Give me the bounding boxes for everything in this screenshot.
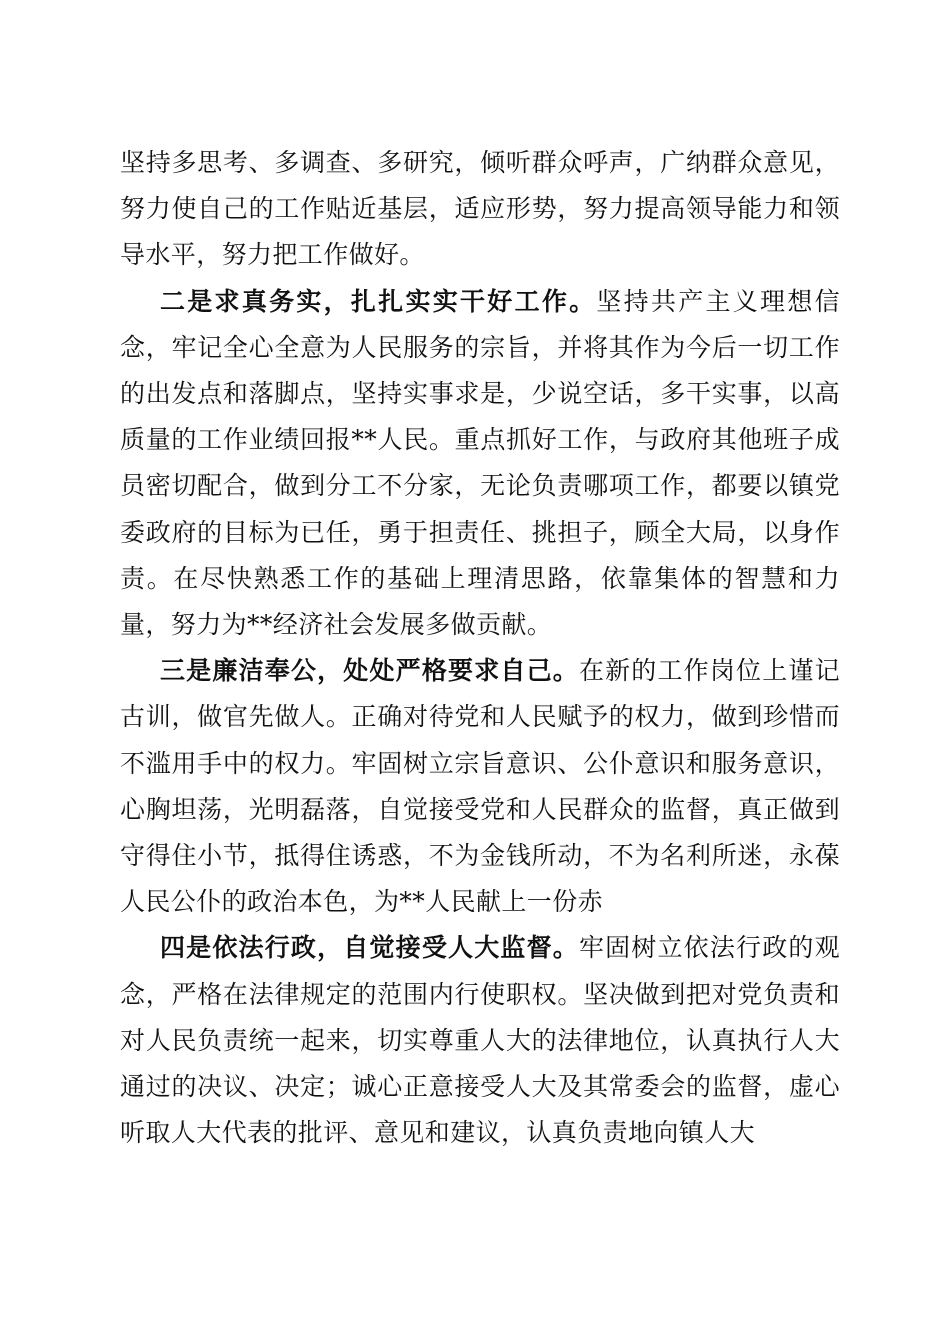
paragraph-4-lead: 四是依法行政，自觉接受人大监督。: [160, 933, 579, 963]
document-body: [120, 140, 840, 1156]
paragraph-3-lead: 三是廉洁奉公，处处严格要求自己。: [160, 656, 579, 686]
paragraph-4-body: 牢固树立依法行政的观念，严格在法律规定的范围内行使职权。坚决做到把对党负责和对人民负责统一起来，切实尊重人大的法律地位，认真执行人大通过的决议、决定；诚心正意接受人大及其常委会的监督，虚心听取人大代表的批评、意见和建议，认真负责地向镇人大: [120, 933, 840, 1148]
paragraph-three: [120, 648, 840, 925]
paragraph-two: [120, 279, 840, 649]
paragraph-2-body: 坚持共产主义理想信念，牢记全心全意为人民服务的宗旨，并将其作为今后一切工作的出发点和落脚点，坚持实事求是，少说空话，多干实事，以高质量的工作业绩回报**人民。重点抓好工作，与政府其他班子成员密切配合，做到分工不分家，无论负责哪项工作，都要以镇党委政府的目标为已任，勇于担责任、挑担子，顾全大局，以身作责。在尽快熟悉工作的基础上理清思路，依靠集体的智慧和力量，努力为**经济社会发展多做贡献。: [120, 286, 841, 640]
paragraph-four: [120, 925, 840, 1156]
paragraph-2-lead: 二是求真务实，扎扎实实干好工作。: [160, 286, 597, 316]
paragraph-3-body: 在新的工作岗位上谨记古训，做官先做人。正确对待党和人民赋予的权力，做到珍惜而不滥用手中的权力。牢固树立宗旨意识、公仆意识和服务意识，心胸坦荡，光明磊落，自觉接受党和人民群众的监督，真正做到守得住小节，抵得住诱惑，不为金钱所动，不为名利所迷，永葆人民公仆的政治本色，为**人民献上一份赤: [120, 656, 840, 917]
paragraph-1-body: 坚持多思考、多调查、多研究，倾听群众呼声，广纳群众意见，努力使自己的工作贴近基层，适应形势，努力提高领导能力和领导水平，努力把工作做好。: [120, 148, 840, 270]
paragraph-continuation: [120, 140, 840, 279]
